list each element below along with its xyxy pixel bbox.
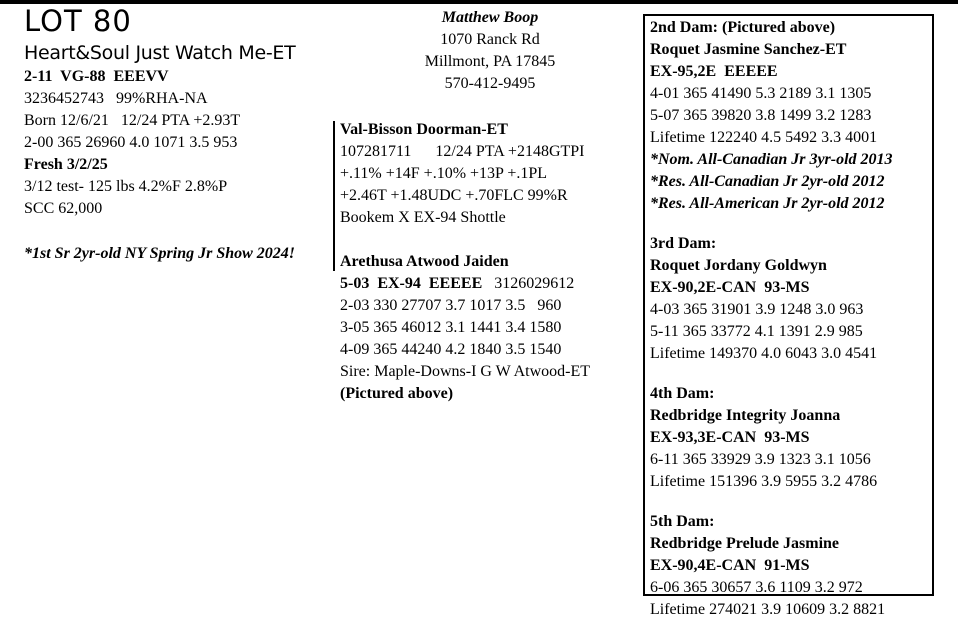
animal-details xyxy=(24,66,240,220)
animal-name: Heart&Soul Just Watch Me-ET xyxy=(24,42,296,64)
dam-line: 3-05 365 46012 3.1 1441 3.4 1580 xyxy=(340,319,562,336)
sire-line: 107281711 12/24 PTA +2148GTPI xyxy=(340,143,585,160)
owner-block xyxy=(380,7,600,95)
animal-classification: 2-11 VG-88 EEEVV xyxy=(24,68,169,85)
dam-block xyxy=(340,251,590,405)
fifth-dam-heading: 5th Dam: xyxy=(650,513,715,530)
fourth-dam-name: Redbridge Integrity Joanna xyxy=(650,407,841,424)
third-dam-record: 5-11 365 33772 4.1 1391 2.9 985 xyxy=(650,323,863,340)
fourth-dam-lifetime: Lifetime 151396 3.9 5955 3.2 4786 xyxy=(650,473,878,490)
dam-note: (Pictured above) xyxy=(340,385,454,402)
third-dam-name: Roquet Jordany Goldwyn xyxy=(650,257,827,274)
owner-phone: 570-412-9495 xyxy=(444,75,536,92)
third-dam-record: 4-03 365 31901 3.9 1248 3.0 963 xyxy=(650,301,864,318)
fifth-dam-name: Redbridge Prelude Jasmine xyxy=(650,535,840,552)
dam-sire-line: Sire: Maple-Downs-I G W Atwood-ET xyxy=(340,363,591,380)
animal-id-line: 3236452743 99%RHA-NA xyxy=(24,90,208,107)
second-dam-heading: 2nd Dam: (Pictured above) xyxy=(650,19,836,36)
third-dam-heading: 3rd Dam: xyxy=(650,235,717,252)
top-rule xyxy=(0,0,958,4)
dam-line: 4-09 365 44240 4.2 1840 3.5 1540 xyxy=(340,341,562,358)
animal-test-line: 3/12 test- 125 lbs 4.2%F 2.8%P xyxy=(24,178,228,195)
sire-line: +.11% +14F +.10% +13P +.1PL xyxy=(340,165,548,182)
second-dam-award: *Res. All-Canadian Jr 2yr-old 2012 xyxy=(650,173,885,190)
animal-born-line: Born 12/6/21 12/24 PTA +2.93T xyxy=(24,112,241,129)
dam-name: Arethusa Atwood Jaiden xyxy=(340,253,509,270)
fourth-dam-classification: EX-93,3E-CAN 93-MS xyxy=(650,429,810,446)
sire-name: Val-Bisson Doorman-ET xyxy=(340,121,508,138)
dam-line: 2-03 330 27707 3.7 1017 3.5 960 xyxy=(340,297,562,314)
dam-classification: 5-03 EX-94 EEEEE xyxy=(340,275,483,292)
second-dam-award: *Nom. All-Canadian Jr 3yr-old 2013 xyxy=(650,151,893,168)
owner-name: Matthew Boop xyxy=(441,9,539,26)
animal-record-line: 2-00 365 26960 4.0 1071 3.5 953 xyxy=(24,134,238,151)
fifth-dam-classification: EX-90,4E-CAN 91-MS xyxy=(650,557,810,574)
owner-city: Millmont, PA 17845 xyxy=(424,53,556,70)
third-dam-lifetime: Lifetime 149370 4.0 6043 3.0 4541 xyxy=(650,345,878,362)
fifth-dam-lifetime: Lifetime 274021 3.9 10609 3.2 8821 xyxy=(650,601,886,618)
pedigree-bracket xyxy=(333,121,335,271)
sire-line: Bookem X EX-94 Shottle xyxy=(340,209,506,226)
third-dam-classification: EX-90,2E-CAN 93-MS xyxy=(650,279,810,296)
sire-block xyxy=(340,119,585,229)
fifth-dam-record: 6-06 365 30657 3.6 1109 3.2 972 xyxy=(650,579,863,596)
animal-award: *1st Sr 2yr-old NY Spring Jr Show 2024! xyxy=(24,245,296,262)
second-dam-record: 5-07 365 39820 3.8 1499 3.2 1283 xyxy=(650,107,872,124)
second-dam-classification: EX-95,2E EEEEE xyxy=(650,63,778,80)
owner-street: 1070 Ranck Rd xyxy=(440,31,540,48)
maternal-pedigree xyxy=(650,17,893,621)
animal-fresh-line: Fresh 3/2/25 xyxy=(24,156,108,173)
second-dam-lifetime: Lifetime 122240 4.5 5492 3.3 4001 xyxy=(650,129,878,146)
fourth-dam-heading: 4th Dam: xyxy=(650,385,715,402)
second-dam-award: *Res. All-American Jr 2yr-old 2012 xyxy=(650,195,885,212)
animal-scc-line: SCC 62,000 xyxy=(24,200,103,217)
fourth-dam-record: 6-11 365 33929 3.9 1323 3.1 1056 xyxy=(650,451,871,468)
sire-line: +2.46T +1.48UDC +.70FLC 99%R xyxy=(340,187,568,204)
second-dam-name: Roquet Jasmine Sanchez-ET xyxy=(650,41,847,58)
second-dam-record: 4-01 365 41490 5.3 2189 3.1 1305 xyxy=(650,85,872,102)
lot-number: LOT 80 xyxy=(24,4,132,38)
dam-reg: 3126029612 xyxy=(482,275,575,292)
